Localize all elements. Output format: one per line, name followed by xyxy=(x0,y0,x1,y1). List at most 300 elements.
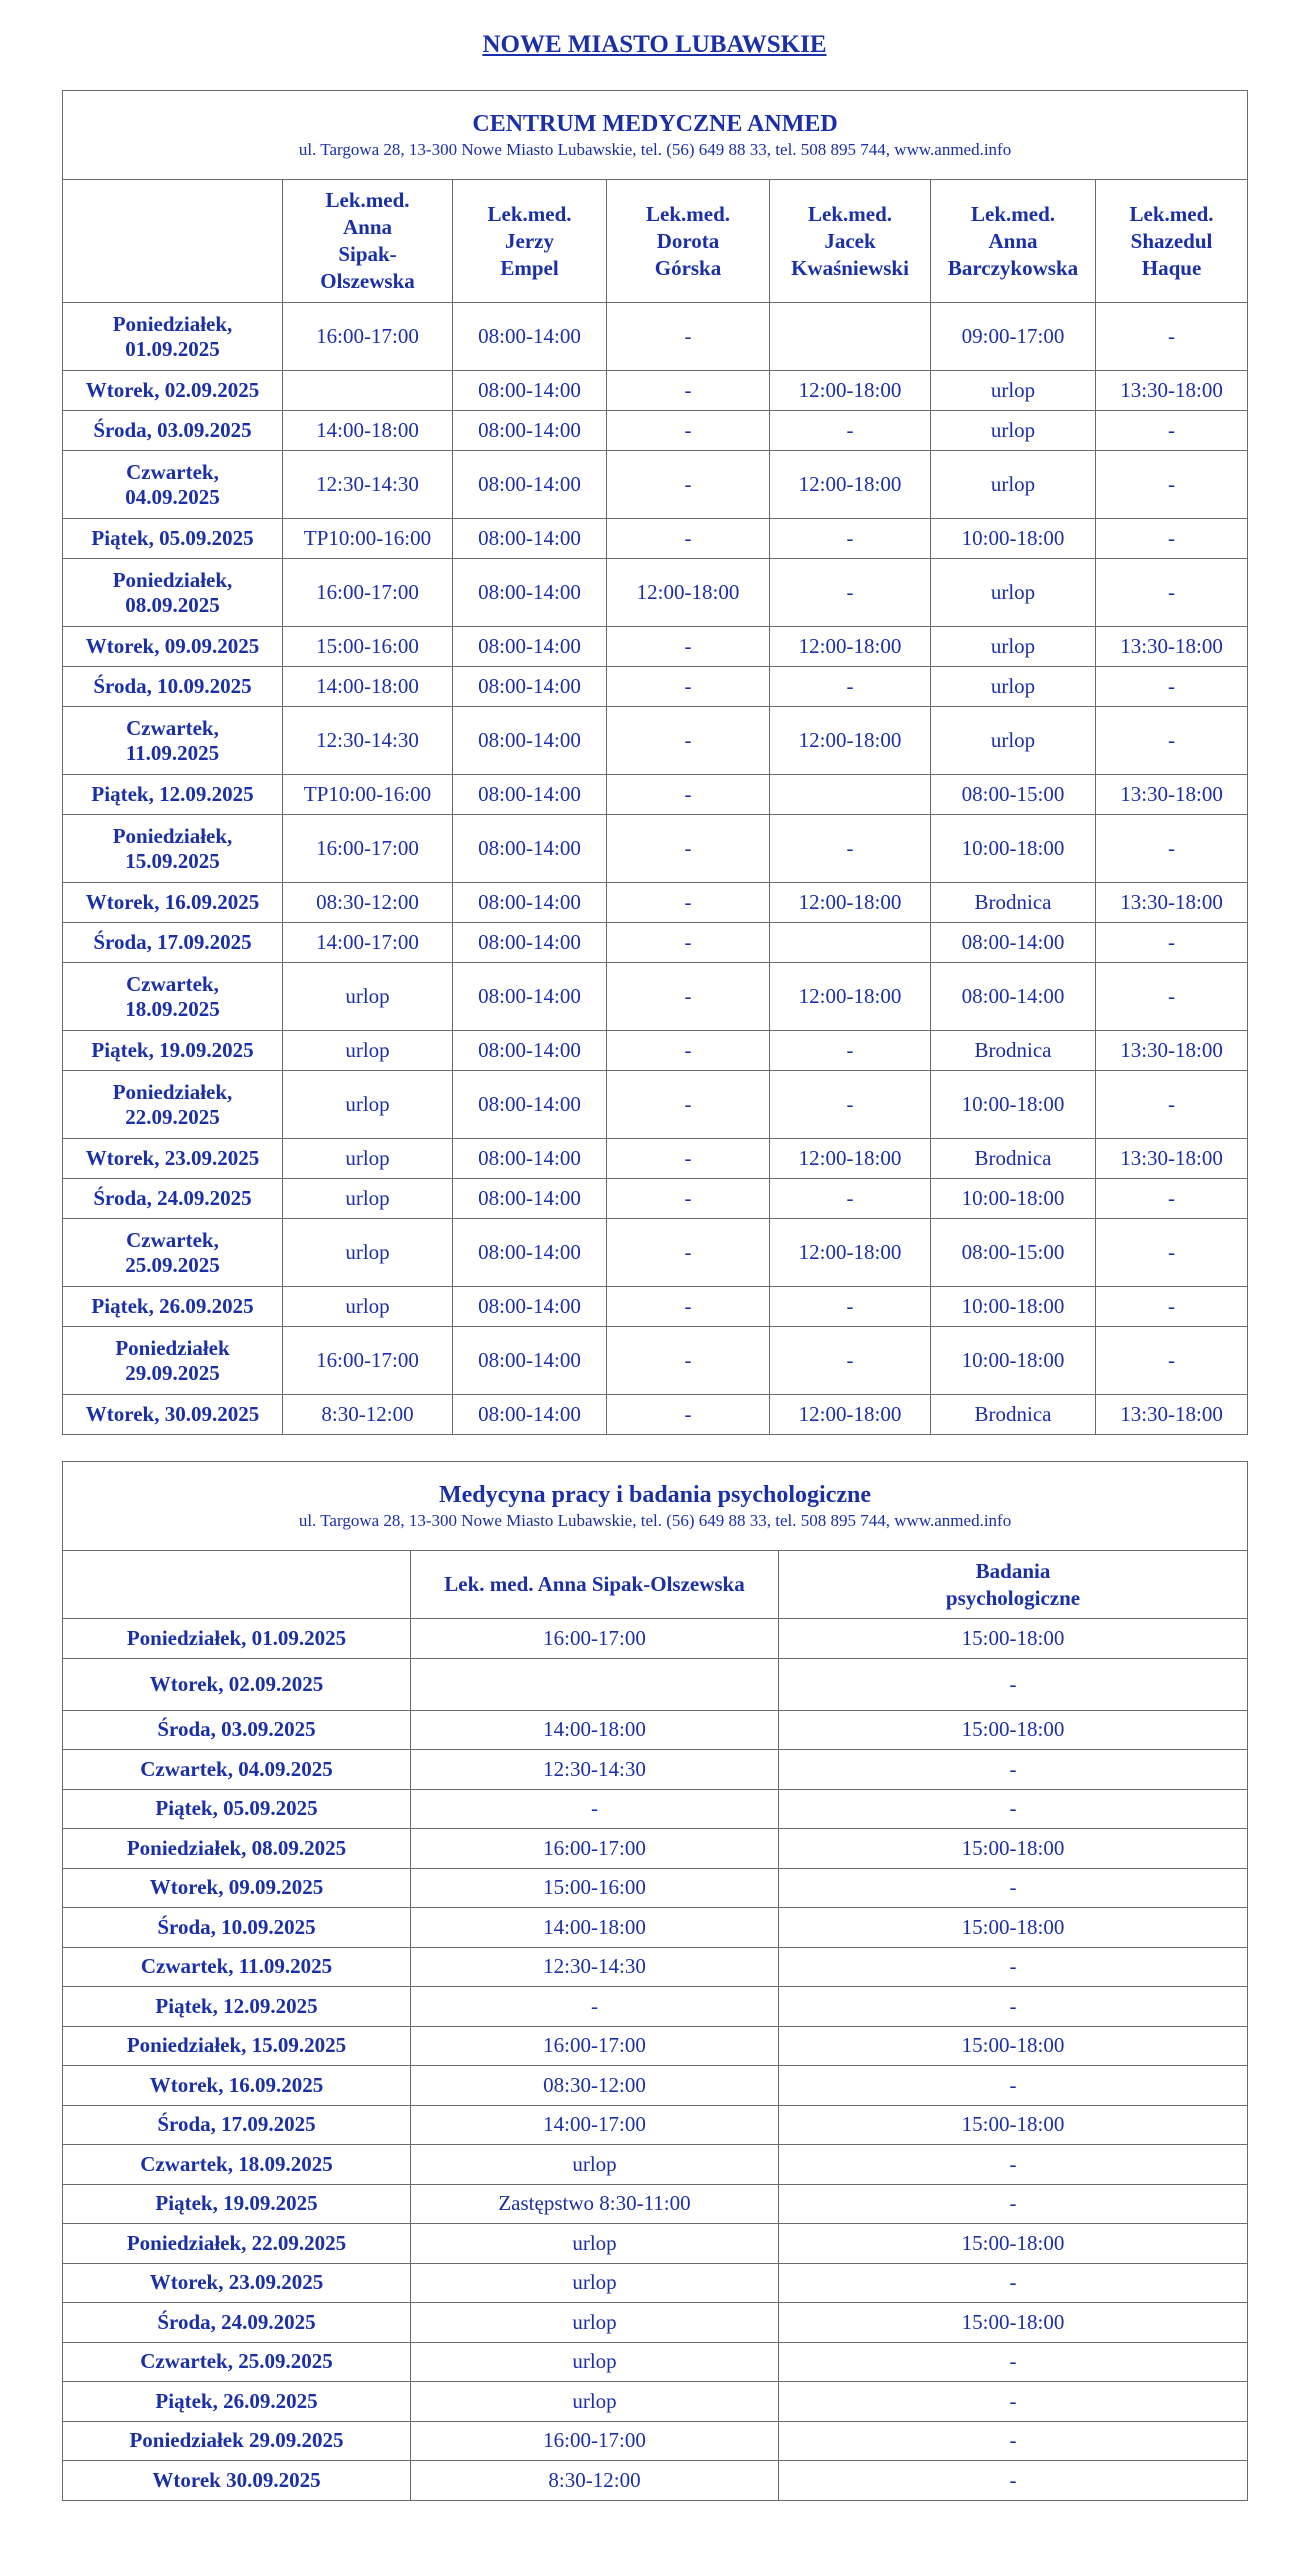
hours-cell: - xyxy=(607,963,770,1031)
hours-cell: - xyxy=(607,883,770,923)
hours-cell: 15:00-16:00 xyxy=(283,627,453,667)
text-line: Środa, 17.09.2025 xyxy=(93,930,252,954)
table-row xyxy=(63,1908,1248,1948)
occupational-title: Medycyna pracy i badania psychologiczne xyxy=(439,1482,872,1508)
column-header-psychological xyxy=(779,1551,1248,1619)
page-title: NOWE MIASTO LUBAWSKIE xyxy=(482,31,827,58)
table-row xyxy=(63,1789,1248,1829)
table-row xyxy=(63,1658,1248,1710)
hours-cell: - xyxy=(779,2184,1248,2224)
day-cell xyxy=(63,451,283,519)
hours-cell: - xyxy=(1096,411,1248,451)
hours-cell: - xyxy=(1096,963,1248,1031)
hours-cell: 08:00-14:00 xyxy=(931,963,1096,1031)
hours-cell: - xyxy=(1096,559,1248,627)
clinic-header xyxy=(63,91,1248,180)
hours-cell: - xyxy=(607,1179,770,1219)
table-row xyxy=(63,815,1248,883)
table-row xyxy=(63,1219,1248,1287)
hours-cell: 08:00-15:00 xyxy=(931,1219,1096,1287)
day-cell xyxy=(63,559,283,627)
day-cell: Środa, 10.09.2025 xyxy=(63,1908,411,1948)
table-row xyxy=(63,883,1248,923)
hours-cell: 13:30-18:00 xyxy=(1096,1395,1248,1435)
hours-cell: - xyxy=(1096,1327,1248,1395)
day-cell: Piątek, 12.09.2025 xyxy=(63,1987,411,2027)
hours-cell: 15:00-18:00 xyxy=(779,2303,1248,2343)
day-cell: Środa, 24.09.2025 xyxy=(63,2303,411,2343)
text-line: 18.09.2025 xyxy=(125,996,220,1021)
clinic-header-row xyxy=(63,91,1248,180)
hours-cell: 14:00-17:00 xyxy=(283,923,453,963)
hours-cell: 12:00-18:00 xyxy=(607,559,770,627)
hours-cell: - xyxy=(779,2461,1248,2501)
table-row xyxy=(63,1619,1248,1659)
day-cell: Poniedziałek 29.09.2025 xyxy=(63,2421,411,2461)
table-row xyxy=(63,2026,1248,2066)
day-cell: Poniedziałek, 08.09.2025 xyxy=(63,1829,411,1869)
hours-cell: 12:00-18:00 xyxy=(770,1139,931,1179)
hours-cell: - xyxy=(1096,923,1248,963)
text-line: Barczykowska xyxy=(947,255,1079,280)
hours-cell: 14:00-18:00 xyxy=(411,1710,779,1750)
table-row xyxy=(63,923,1248,963)
hours-cell: urlop xyxy=(931,371,1096,411)
hours-cell: 08:00-14:00 xyxy=(453,667,607,707)
text-line: Czwartek, xyxy=(126,459,219,484)
table-row xyxy=(63,1395,1248,1435)
day-cell: Poniedziałek, 01.09.2025 xyxy=(63,1619,411,1659)
hours-cell: 13:30-18:00 xyxy=(1096,883,1248,923)
day-cell xyxy=(63,1395,283,1435)
table-row xyxy=(63,2263,1248,2303)
hours-cell: 15:00-18:00 xyxy=(779,1829,1248,1869)
text-line: Anna xyxy=(342,215,393,239)
hours-cell: - xyxy=(607,627,770,667)
hours-cell: 10:00-18:00 xyxy=(931,1179,1096,1219)
hours-cell: urlop xyxy=(931,627,1096,667)
corner-cell xyxy=(63,1551,411,1619)
hours-cell: 08:00-14:00 xyxy=(453,451,607,519)
text-line: Wtorek, 30.09.2025 xyxy=(85,1402,260,1426)
text-line: Wtorek, 09.09.2025 xyxy=(85,634,260,658)
day-cell xyxy=(63,1031,283,1071)
hours-cell: 12:00-18:00 xyxy=(770,883,931,923)
hours-cell: 15:00-18:00 xyxy=(779,1619,1248,1659)
day-cell: Czwartek, 18.09.2025 xyxy=(63,2145,411,2185)
text-line: Poniedziałek xyxy=(115,1335,230,1360)
table-row xyxy=(63,2303,1248,2343)
hours-cell: 08:00-14:00 xyxy=(453,1395,607,1435)
table-row xyxy=(63,1071,1248,1139)
text-line: Lek.med. xyxy=(646,201,730,226)
hours-cell: urlop xyxy=(411,2145,779,2185)
hours-cell: - xyxy=(607,451,770,519)
hours-cell: 16:00-17:00 xyxy=(411,2026,779,2066)
clinic-address: ul. Targowa 28, 13-300 Nowe Miasto Lubawskie, tel. (56) 649 88 33, tel. 508 895 744, www.anmed.info xyxy=(298,140,1012,159)
hours-cell: urlop xyxy=(283,1219,453,1287)
hours-cell: urlop xyxy=(931,667,1096,707)
hours-cell: - xyxy=(770,1071,931,1139)
table-row xyxy=(63,2105,1248,2145)
hours-cell: - xyxy=(607,1287,770,1327)
hours-cell: 08:00-14:00 xyxy=(453,963,607,1031)
hours-cell: - xyxy=(779,2145,1248,2185)
text-line: 08.09.2025 xyxy=(125,592,220,617)
hours-cell: - xyxy=(607,371,770,411)
day-cell: Poniedziałek, 22.09.2025 xyxy=(63,2224,411,2264)
doctor-header xyxy=(770,180,931,303)
text-line: Lek.med. xyxy=(1129,201,1214,226)
hours-cell: - xyxy=(607,707,770,775)
hours-cell xyxy=(411,1658,779,1710)
table-row xyxy=(63,1868,1248,1908)
hours-cell: 16:00-17:00 xyxy=(411,2421,779,2461)
table-row xyxy=(63,627,1248,667)
hours-cell: 10:00-18:00 xyxy=(931,1327,1096,1395)
hours-cell: 12:30-14:30 xyxy=(411,1750,779,1790)
hours-cell: - xyxy=(779,1658,1248,1710)
text-line: Haque xyxy=(1141,255,1202,280)
hours-cell: - xyxy=(607,775,770,815)
hours-cell: 13:30-18:00 xyxy=(1096,1139,1248,1179)
hours-cell: Brodnica xyxy=(931,1139,1096,1179)
text-line: Piątek, 26.09.2025 xyxy=(91,1294,254,1318)
day-cell xyxy=(63,815,283,883)
hours-cell: 8:30-12:00 xyxy=(283,1395,453,1435)
hours-cell: 08:00-14:00 xyxy=(453,1139,607,1179)
table-row xyxy=(63,2382,1248,2422)
hours-cell: 08:30-12:00 xyxy=(283,883,453,923)
day-cell xyxy=(63,303,283,371)
table-row xyxy=(63,1710,1248,1750)
hours-cell: - xyxy=(770,1287,931,1327)
hours-cell: 12:00-18:00 xyxy=(770,371,931,411)
table-row xyxy=(63,303,1248,371)
hours-cell xyxy=(283,371,453,411)
hours-cell: 15:00-18:00 xyxy=(779,2224,1248,2264)
hours-cell: - xyxy=(607,1031,770,1071)
hours-cell: urlop xyxy=(931,707,1096,775)
text-line: Czwartek, xyxy=(126,715,219,740)
day-cell xyxy=(63,1179,283,1219)
hours-cell: Brodnica xyxy=(931,883,1096,923)
hours-cell: - xyxy=(1096,667,1248,707)
text-line: Anna xyxy=(988,228,1038,253)
hours-cell: 12:00-18:00 xyxy=(770,1219,931,1287)
hours-cell: 16:00-17:00 xyxy=(283,1327,453,1395)
text-line: Poniedziałek, xyxy=(112,1079,233,1104)
day-cell: Wtorek, 23.09.2025 xyxy=(63,2263,411,2303)
day-cell xyxy=(63,411,283,451)
text-line: Kwaśniewski xyxy=(791,255,909,280)
hours-cell: - xyxy=(607,923,770,963)
hours-cell: 12:30-14:30 xyxy=(283,451,453,519)
hours-cell: 13:30-18:00 xyxy=(1096,775,1248,815)
hours-cell: 08:00-14:00 xyxy=(453,1219,607,1287)
hours-cell: - xyxy=(770,1031,931,1071)
hours-cell: urlop xyxy=(411,2224,779,2264)
table-row xyxy=(63,1829,1248,1869)
hours-cell: - xyxy=(770,667,931,707)
text-line: Czwartek, xyxy=(126,1227,219,1252)
table-row xyxy=(63,2342,1248,2382)
hours-cell: - xyxy=(1096,1219,1248,1287)
day-cell: Czwartek, 11.09.2025 xyxy=(63,1947,411,1987)
hours-cell: 12:00-18:00 xyxy=(770,627,931,667)
text-line: Shazedul xyxy=(1130,228,1213,253)
hours-cell: urlop xyxy=(411,2342,779,2382)
table-row xyxy=(63,1139,1248,1179)
hours-cell: - xyxy=(607,303,770,371)
text-line: Czwartek, xyxy=(126,971,219,996)
day-cell: Środa, 17.09.2025 xyxy=(63,2105,411,2145)
hours-cell: 09:00-17:00 xyxy=(931,303,1096,371)
hours-cell: urlop xyxy=(283,963,453,1031)
hours-cell: 08:00-14:00 xyxy=(453,411,607,451)
hours-cell: 08:00-14:00 xyxy=(453,303,607,371)
text-line: Lek.med. xyxy=(971,201,1055,226)
hours-cell: - xyxy=(1096,1179,1248,1219)
doctor-header-row xyxy=(63,180,1248,303)
table-row xyxy=(63,519,1248,559)
hours-cell: Brodnica xyxy=(931,1395,1096,1435)
hours-cell: urlop xyxy=(283,1071,453,1139)
text-line: Dorota xyxy=(656,228,720,253)
table-row xyxy=(63,1179,1248,1219)
hours-cell: urlop xyxy=(411,2303,779,2343)
hours-cell: 08:00-15:00 xyxy=(931,775,1096,815)
hours-cell: 10:00-18:00 xyxy=(931,519,1096,559)
hours-cell: 15:00-18:00 xyxy=(779,2026,1248,2066)
table-row xyxy=(63,2066,1248,2106)
text-line: Jerzy xyxy=(505,228,554,253)
hours-cell: 08:00-14:00 xyxy=(453,1031,607,1071)
text-line: Sipak- xyxy=(338,242,397,266)
table-row xyxy=(63,2461,1248,2501)
text-line: 11.09.2025 xyxy=(125,740,220,765)
day-cell xyxy=(63,1327,283,1395)
table-row xyxy=(63,1287,1248,1327)
hours-cell: urlop xyxy=(283,1139,453,1179)
hours-cell: urlop xyxy=(283,1031,453,1071)
hours-cell: - xyxy=(770,559,931,627)
hours-cell: 15:00-18:00 xyxy=(779,1908,1248,1948)
day-cell: Środa, 03.09.2025 xyxy=(63,1710,411,1750)
day-cell: Czwartek, 04.09.2025 xyxy=(63,1750,411,1790)
text-line: Poniedziałek, xyxy=(112,567,233,592)
hours-cell: 15:00-18:00 xyxy=(779,1710,1248,1750)
day-cell xyxy=(63,963,283,1031)
hours-cell: - xyxy=(1096,519,1248,559)
occupational-address: ul. Targowa 28, 13-300 Nowe Miasto Lubawskie, tel. (56) 649 88 33, tel. 508 895 744, www.anmed.info xyxy=(298,1511,1012,1530)
hours-cell: 16:00-17:00 xyxy=(283,815,453,883)
text-line: 22.09.2025 xyxy=(125,1104,220,1129)
anmed-schedule-table xyxy=(62,90,1248,1435)
hours-cell: - xyxy=(607,1327,770,1395)
text-line: Środa, 10.09.2025 xyxy=(93,674,252,698)
hours-cell: 15:00-18:00 xyxy=(779,2105,1248,2145)
doctor-header xyxy=(283,180,453,303)
text-line: 01.09.2025 xyxy=(125,336,220,361)
text-line: Środa, 24.09.2025 xyxy=(93,1186,252,1210)
hours-cell: - xyxy=(607,1071,770,1139)
hours-cell: 14:00-18:00 xyxy=(411,1908,779,1948)
day-cell: Piątek, 05.09.2025 xyxy=(63,1789,411,1829)
day-cell: Piątek, 19.09.2025 xyxy=(63,2184,411,2224)
text-line: Środa, 03.09.2025 xyxy=(93,418,252,442)
hours-cell: 08:00-14:00 xyxy=(931,923,1096,963)
hours-cell: Zastępstwo 8:30-11:00 xyxy=(411,2184,779,2224)
day-cell xyxy=(63,667,283,707)
day-cell xyxy=(63,1071,283,1139)
hours-cell: Brodnica xyxy=(931,1031,1096,1071)
table-row xyxy=(63,2145,1248,2185)
hours-cell: 12:00-18:00 xyxy=(770,707,931,775)
text-line: Wtorek, 16.09.2025 xyxy=(85,890,260,914)
text-line: Lek.med. xyxy=(808,201,892,226)
day-cell: Wtorek, 02.09.2025 xyxy=(63,1658,411,1710)
table-row xyxy=(63,1327,1248,1395)
hours-cell: - xyxy=(779,2342,1248,2382)
hours-cell: 16:00-17:00 xyxy=(283,559,453,627)
day-cell: Piątek, 26.09.2025 xyxy=(63,2382,411,2422)
hours-cell: - xyxy=(779,1750,1248,1790)
hours-cell: - xyxy=(779,2263,1248,2303)
text-line: 25.09.2025 xyxy=(125,1252,220,1277)
table-row xyxy=(63,451,1248,519)
hours-cell: 8:30-12:00 xyxy=(411,2461,779,2501)
hours-cell: 08:00-14:00 xyxy=(453,1071,607,1139)
hours-cell: 08:00-14:00 xyxy=(453,371,607,411)
hours-cell: - xyxy=(607,1139,770,1179)
doctor-header xyxy=(453,180,607,303)
hours-cell: TP10:00-16:00 xyxy=(283,519,453,559)
day-cell xyxy=(63,519,283,559)
table-row xyxy=(63,963,1248,1031)
hours-cell: 13:30-18:00 xyxy=(1096,627,1248,667)
table-row xyxy=(63,411,1248,451)
text-line: Piątek, 05.09.2025 xyxy=(91,526,254,550)
hours-cell: - xyxy=(779,2066,1248,2106)
day-cell xyxy=(63,923,283,963)
doctor-header xyxy=(931,180,1096,303)
hours-cell: - xyxy=(607,519,770,559)
hours-cell: - xyxy=(1096,815,1248,883)
text-line: Górska xyxy=(654,255,722,280)
text-line: psychologiczne xyxy=(945,1585,1081,1610)
hours-cell: 16:00-17:00 xyxy=(411,1619,779,1659)
text-line: Wtorek, 02.09.2025 xyxy=(85,378,260,402)
occupational-header-row xyxy=(63,1462,1248,1551)
hours-cell: 12:00-18:00 xyxy=(770,1395,931,1435)
doctor-header xyxy=(1096,180,1248,303)
column-header-doctor: Lek. med. Anna Sipak-Olszewska xyxy=(411,1551,779,1619)
text-line: Piątek, 12.09.2025 xyxy=(91,782,254,806)
hours-cell: - xyxy=(1096,451,1248,519)
occupational-header xyxy=(63,1462,1248,1551)
hours-cell: 08:30-12:00 xyxy=(411,2066,779,2106)
hours-cell: urlop xyxy=(411,2382,779,2422)
hours-cell: - xyxy=(779,1868,1248,1908)
hours-cell: 12:00-18:00 xyxy=(770,451,931,519)
hours-cell: - xyxy=(779,1987,1248,2027)
text-line: Empel xyxy=(500,255,559,280)
hours-cell: 08:00-14:00 xyxy=(453,519,607,559)
table-row xyxy=(63,1947,1248,1987)
hours-cell: 08:00-14:00 xyxy=(453,627,607,667)
hours-cell: 16:00-17:00 xyxy=(283,303,453,371)
table-row xyxy=(63,2184,1248,2224)
text-line: Olszewska xyxy=(320,269,415,293)
text-line: 29.09.2025 xyxy=(125,1360,220,1385)
corner-cell xyxy=(63,180,283,303)
day-cell xyxy=(63,775,283,815)
hours-cell: 12:00-18:00 xyxy=(770,963,931,1031)
hours-cell: 14:00-18:00 xyxy=(283,411,453,451)
hours-cell: - xyxy=(1096,707,1248,775)
hours-cell: urlop xyxy=(931,451,1096,519)
hours-cell: - xyxy=(607,1219,770,1287)
hours-cell: - xyxy=(607,815,770,883)
hours-cell: 10:00-18:00 xyxy=(931,1071,1096,1139)
text-line: Poniedziałek, xyxy=(112,311,233,336)
text-line: 04.09.2025 xyxy=(125,484,220,509)
day-cell: Poniedziałek, 15.09.2025 xyxy=(63,2026,411,2066)
table-row xyxy=(63,775,1248,815)
hours-cell: 08:00-14:00 xyxy=(453,923,607,963)
hours-cell: 08:00-14:00 xyxy=(453,559,607,627)
hours-cell: urlop xyxy=(283,1287,453,1327)
day-cell xyxy=(63,627,283,667)
text-line: 15.09.2025 xyxy=(125,848,220,873)
hours-cell: - xyxy=(770,519,931,559)
hours-cell: 08:00-14:00 xyxy=(453,815,607,883)
hours-cell: - xyxy=(607,667,770,707)
day-cell: Wtorek, 09.09.2025 xyxy=(63,1868,411,1908)
occupational-column-header-row xyxy=(63,1551,1248,1619)
hours-cell: - xyxy=(779,2382,1248,2422)
hours-cell: 14:00-17:00 xyxy=(411,2105,779,2145)
hours-cell: - xyxy=(607,411,770,451)
hours-cell: - xyxy=(779,1789,1248,1829)
hours-cell: 10:00-18:00 xyxy=(931,1287,1096,1327)
day-cell xyxy=(63,1139,283,1179)
hours-cell: - xyxy=(770,815,931,883)
hours-cell: 15:00-16:00 xyxy=(411,1868,779,1908)
hours-cell xyxy=(770,775,931,815)
text-line: Poniedziałek, xyxy=(112,823,233,848)
hours-cell: 10:00-18:00 xyxy=(931,815,1096,883)
hours-cell xyxy=(770,923,931,963)
hours-cell: urlop xyxy=(411,2263,779,2303)
hours-cell: - xyxy=(607,1395,770,1435)
text-line: Piątek, 19.09.2025 xyxy=(91,1038,254,1062)
hours-cell: urlop xyxy=(283,1179,453,1219)
hours-cell: 12:30-14:30 xyxy=(411,1947,779,1987)
table-row xyxy=(63,667,1248,707)
hours-cell: - xyxy=(1096,303,1248,371)
hours-cell: - xyxy=(1096,1071,1248,1139)
table-row xyxy=(63,1750,1248,1790)
hours-cell: 08:00-14:00 xyxy=(453,1287,607,1327)
table-row xyxy=(63,707,1248,775)
hours-cell: 14:00-18:00 xyxy=(283,667,453,707)
hours-cell: - xyxy=(411,1987,779,2027)
table-row xyxy=(63,1031,1248,1071)
hours-cell: 13:30-18:00 xyxy=(1096,1031,1248,1071)
day-cell xyxy=(63,883,283,923)
